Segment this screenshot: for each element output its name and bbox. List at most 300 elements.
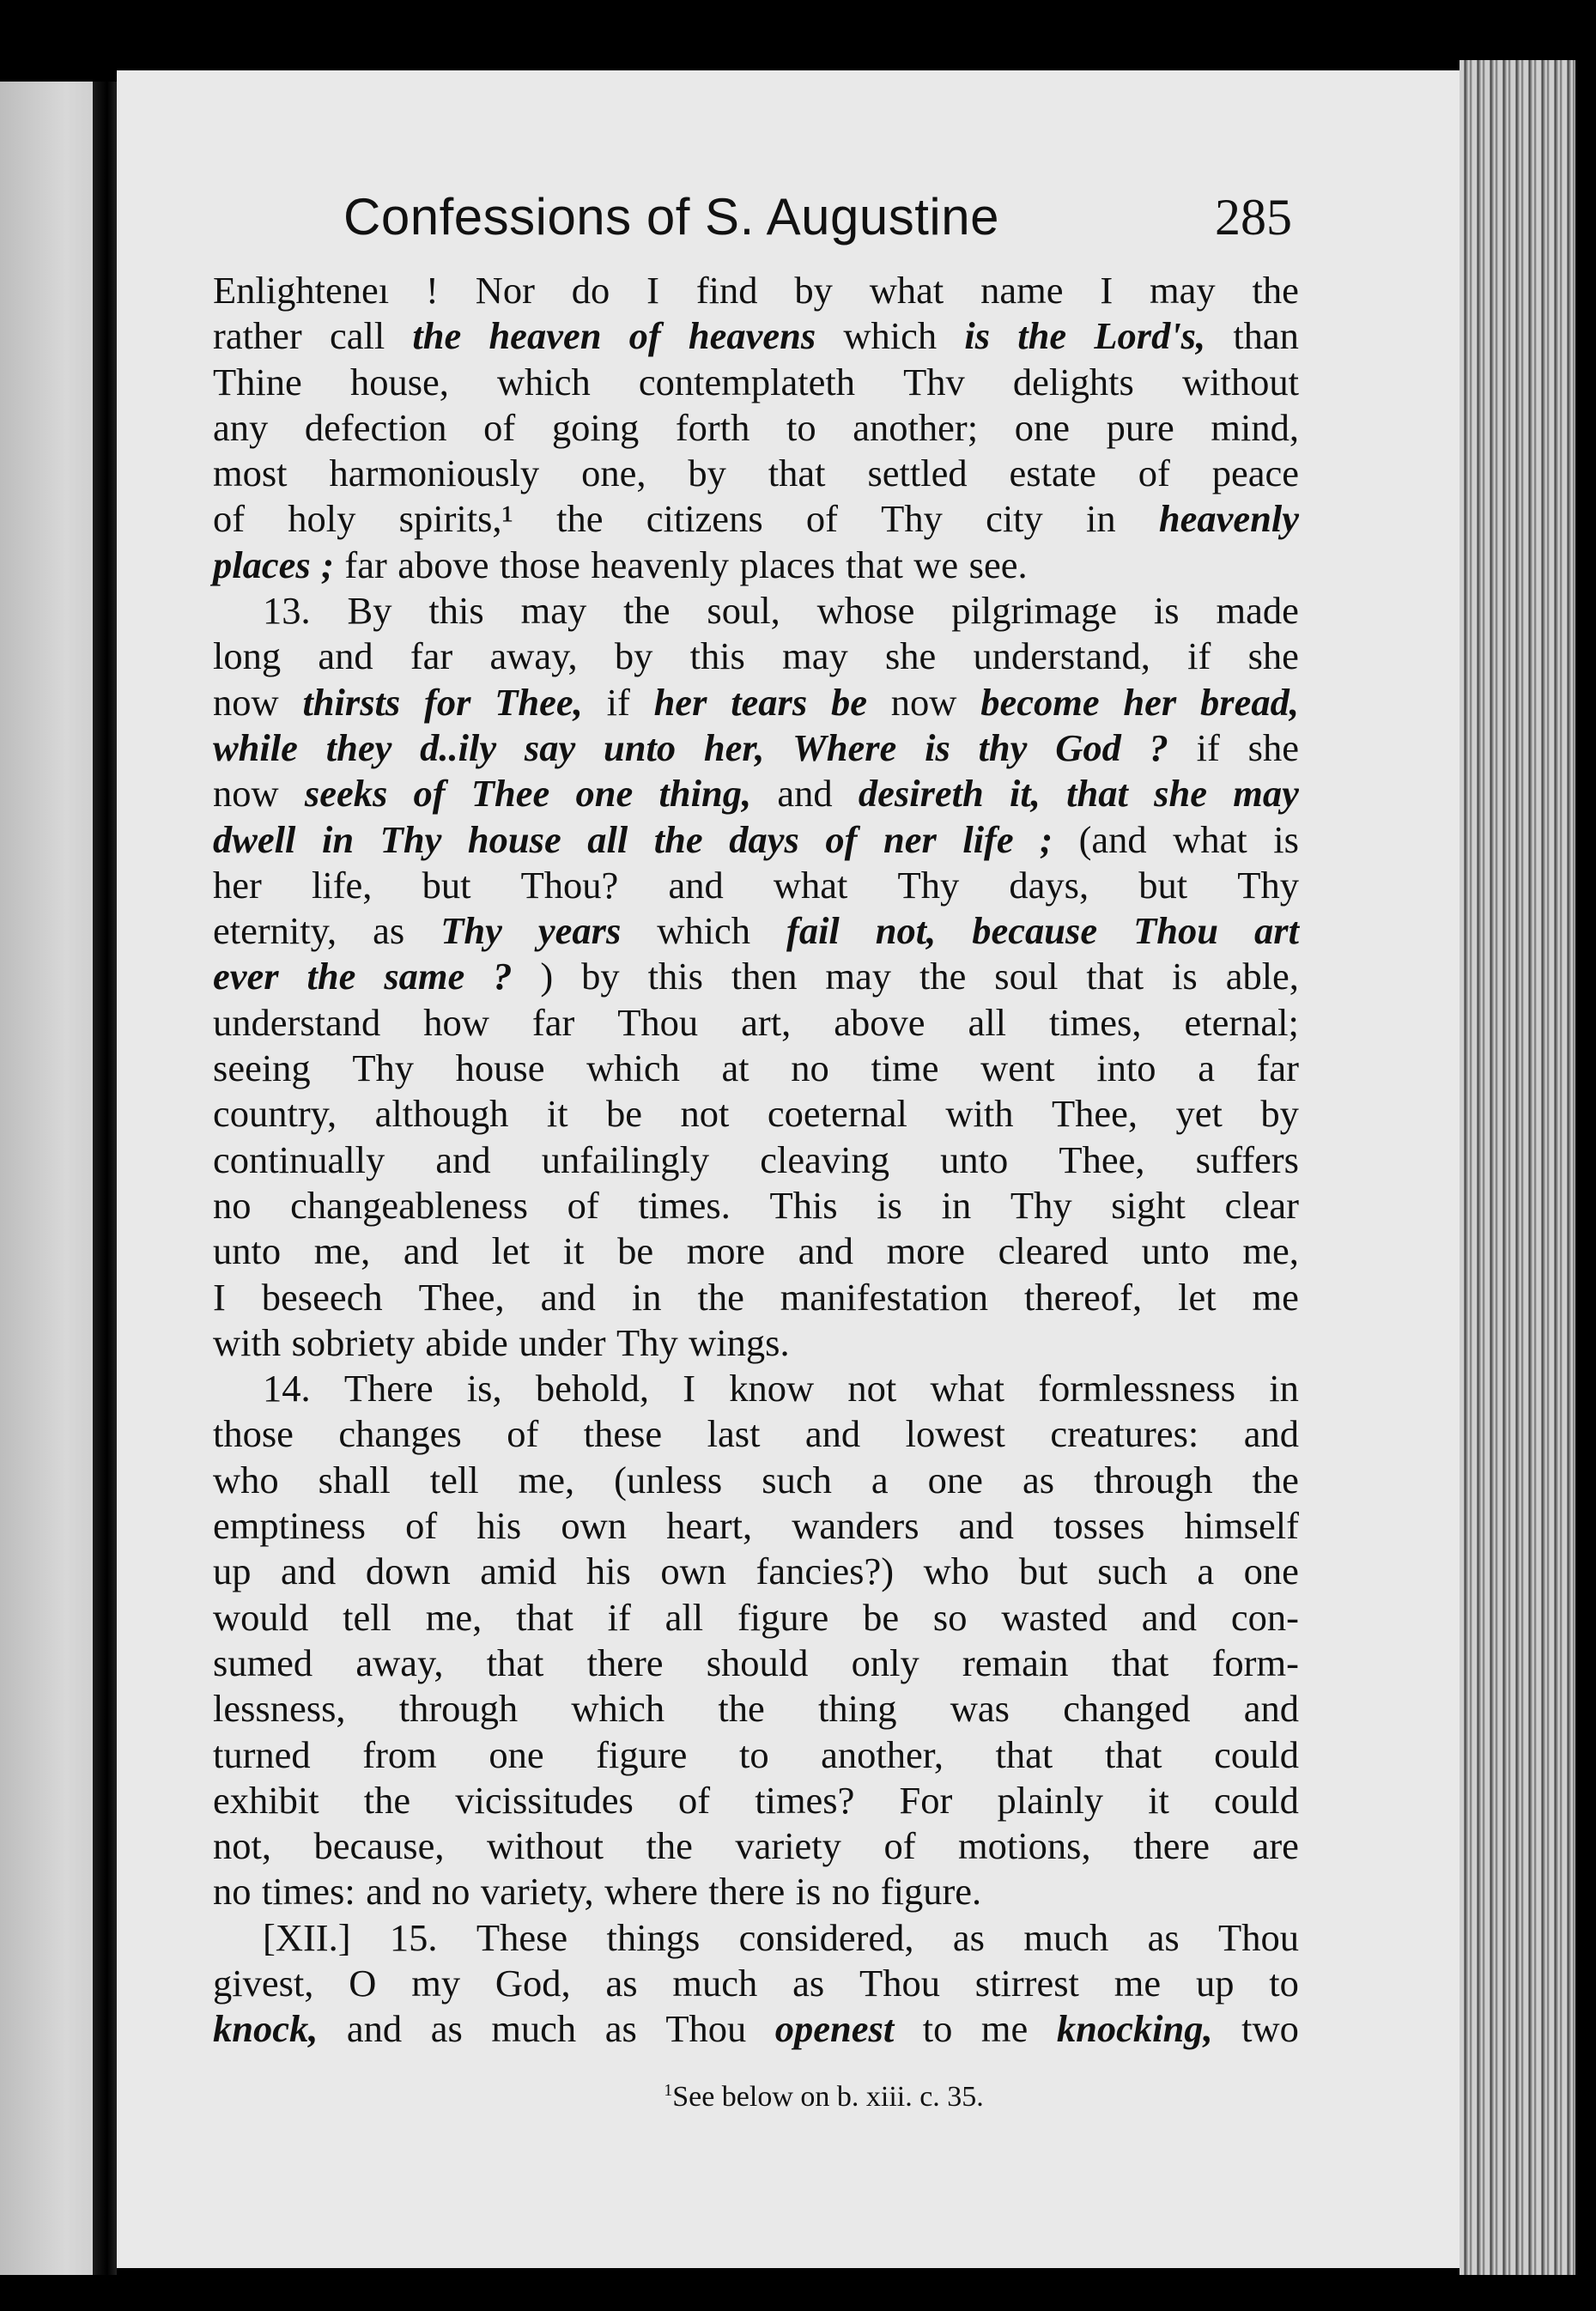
text-line [213, 1411, 1299, 1457]
word: by [1260, 1092, 1299, 1136]
text-line [213, 268, 1299, 313]
word: most [213, 452, 288, 495]
word: thy [978, 725, 1028, 769]
word: of [1138, 452, 1170, 495]
word: up [1195, 1961, 1235, 2005]
word: without [1181, 360, 1299, 403]
word: not, [213, 1824, 271, 1868]
word: same [384, 955, 465, 998]
word: may [782, 634, 848, 678]
word: mind, [1211, 405, 1299, 449]
word: times: [261, 1870, 355, 1914]
word: in [321, 817, 355, 861]
word: through [1094, 1458, 1213, 1501]
word: (unless [614, 1458, 723, 1501]
word: she [1247, 725, 1299, 769]
word: settled [867, 452, 968, 495]
word: life, [311, 863, 373, 907]
word: which [843, 314, 938, 358]
text-line [213, 1503, 1299, 1549]
word: because, [313, 1824, 445, 1868]
word: because [972, 909, 1098, 953]
text-line [213, 588, 1299, 634]
word: citizens [646, 497, 763, 541]
word: another, [821, 1732, 944, 1776]
word: the [306, 955, 356, 998]
word: contemplateth [638, 360, 855, 403]
word: changeableness [290, 1183, 528, 1227]
word: the [1252, 1458, 1299, 1501]
word: me [980, 2007, 1029, 2051]
word: own [561, 1504, 627, 1548]
word: yet [1175, 1092, 1223, 1136]
word: ; [1040, 817, 1053, 861]
text-line [213, 908, 1299, 954]
word: Thee, [1059, 1137, 1145, 1181]
word: do [571, 269, 610, 312]
word: the [556, 497, 604, 541]
word: turned [213, 1732, 311, 1776]
text-line [213, 954, 1299, 999]
word: unto [940, 1137, 1009, 1181]
word: far [1256, 1046, 1299, 1090]
word: at [721, 1046, 749, 1090]
word: then [731, 955, 798, 998]
word: in [1269, 1367, 1299, 1410]
word: to [738, 1732, 769, 1776]
word: vicissitudes [455, 1778, 634, 1822]
word: me [1252, 1275, 1299, 1319]
word: me, [1242, 1229, 1299, 1273]
word: heaven [489, 314, 602, 358]
word: now [213, 772, 279, 816]
word: Thy [897, 863, 960, 907]
word: that [995, 1732, 1053, 1776]
word: these [583, 1412, 663, 1456]
word: ) [540, 955, 554, 998]
word: it, [1010, 772, 1041, 816]
word: be [863, 1595, 900, 1639]
word: are [1252, 1824, 1299, 1868]
word: much [672, 1961, 758, 2005]
word: 14. [263, 1367, 311, 1410]
word: a [1197, 1550, 1215, 1593]
word: places [213, 543, 311, 586]
word: only [851, 1641, 919, 1684]
word: no [213, 1183, 252, 1227]
word: all [664, 1595, 704, 1639]
word: that [768, 452, 826, 495]
word: years [537, 909, 622, 953]
book-gutter [93, 82, 117, 2275]
text-line [213, 1228, 1299, 1274]
word: plainly [997, 1778, 1104, 1822]
word: should [706, 1641, 809, 1684]
word: one [575, 772, 634, 816]
word: whose [816, 589, 915, 633]
word: beseech [261, 1275, 383, 1319]
word: time [871, 1046, 939, 1090]
word: by [614, 634, 653, 678]
word: the [412, 314, 462, 358]
word: all [587, 817, 628, 861]
word: how [423, 1000, 489, 1044]
word: God, [495, 1961, 571, 2005]
word: through [398, 1687, 519, 1731]
word: and [281, 1550, 337, 1593]
word: no [831, 1870, 871, 1914]
word: down [365, 1550, 451, 1593]
text-line [213, 543, 1299, 588]
left-page-edge [0, 82, 94, 2275]
word: form- [1211, 1641, 1299, 1684]
running-head [343, 187, 1292, 247]
word: me [1114, 1961, 1162, 2005]
word: as [604, 2007, 637, 2051]
word: her [213, 863, 262, 907]
word: suffers [1195, 1137, 1299, 1181]
word: heavenly [1158, 497, 1299, 541]
word: a [871, 1458, 889, 1501]
word: shall [318, 1458, 391, 1501]
word: This [769, 1183, 838, 1227]
word: is [1153, 589, 1180, 633]
word: the [1017, 314, 1067, 358]
word: me, [518, 1458, 575, 1501]
text-line [213, 1000, 1299, 1046]
word: she [1154, 772, 1207, 816]
word: (and [1078, 817, 1147, 861]
word: Thou [617, 1000, 699, 1044]
word: far [410, 634, 453, 678]
word: as [952, 1915, 985, 1959]
word: able, [1225, 955, 1299, 998]
word: sight [1111, 1183, 1186, 1227]
word: there [1133, 1824, 1211, 1868]
word: understand [213, 1000, 381, 1044]
word: and [798, 1229, 853, 1273]
word: is, [466, 1367, 502, 1410]
word: above [834, 1000, 925, 1044]
word: Thou [1133, 909, 1219, 953]
word: last [707, 1412, 761, 1456]
word: stirrest [974, 1961, 1079, 2005]
word: as [373, 909, 405, 953]
word: days, [1009, 863, 1089, 907]
word: is [964, 314, 991, 358]
word: Thy [1237, 863, 1299, 907]
word: Thou [1218, 1915, 1299, 1959]
word: may [1233, 772, 1299, 816]
word: as [792, 1961, 825, 2005]
word: times? [755, 1778, 855, 1822]
word: ; [321, 543, 334, 586]
word: what [1173, 817, 1247, 861]
word: but [1018, 1550, 1068, 1593]
word: up [213, 1550, 252, 1593]
word: who [923, 1550, 990, 1593]
word: in [1086, 497, 1116, 541]
word: I [1100, 269, 1114, 312]
word: understand, [973, 634, 1150, 678]
word: These [476, 1915, 568, 1959]
word: fancies?) [756, 1550, 895, 1593]
word: there [586, 1641, 664, 1684]
word: figure [737, 1595, 829, 1639]
word: I [683, 1367, 696, 1410]
word: of [805, 497, 838, 541]
word: peace [1211, 452, 1299, 495]
word: name [980, 269, 1064, 312]
word: be [606, 1092, 643, 1136]
word: figure [596, 1732, 688, 1776]
word: more [686, 1229, 766, 1273]
word: tosses [1053, 1504, 1145, 1548]
word: behold, [535, 1367, 650, 1410]
word: this [689, 634, 745, 678]
word: long [213, 634, 282, 678]
word: manifestation [780, 1275, 989, 1319]
word: as [430, 2007, 463, 2051]
word: tell [429, 1458, 479, 1501]
word: unto [1141, 1229, 1210, 1273]
word: be [617, 1229, 654, 1273]
footnote-text: See below on b. xiii. c. 35. [672, 2081, 984, 2113]
text-line [213, 1046, 1299, 1091]
word: let [491, 1229, 531, 1273]
word: who [213, 1458, 279, 1501]
word: For [899, 1778, 953, 1822]
word: she [1247, 634, 1299, 678]
word: what [869, 269, 944, 312]
word: call [329, 314, 385, 358]
word: ner [883, 817, 937, 861]
word: variety [735, 1824, 841, 1868]
word: what [773, 863, 848, 907]
word: going [551, 405, 640, 449]
word: one, [581, 452, 646, 495]
word: clear [1224, 1183, 1299, 1227]
word: seeks [304, 772, 388, 816]
word: than [1233, 314, 1299, 358]
word: is [795, 1870, 822, 1914]
word: formlessness [1038, 1367, 1236, 1410]
word: which [497, 360, 591, 403]
word: her, [703, 725, 765, 769]
word: openest [774, 2007, 895, 2051]
word: that [846, 543, 903, 586]
word: it [1148, 1778, 1169, 1822]
word: days [729, 817, 799, 861]
word: now [890, 680, 957, 724]
word: made [1216, 589, 1299, 633]
word: wanders [792, 1504, 919, 1548]
word: with [945, 1092, 1014, 1136]
word: thereof, [1023, 1275, 1143, 1319]
word: exhibit [213, 1778, 319, 1822]
word: her [653, 680, 707, 724]
word: con- [1230, 1595, 1299, 1639]
word: God [1055, 725, 1121, 769]
word: desireth [858, 772, 984, 816]
word: spirits,¹ [398, 497, 513, 541]
word: eternity, [213, 909, 337, 953]
word: and [958, 1504, 1014, 1548]
word: abide [425, 1320, 508, 1364]
word: art, [741, 1000, 792, 1044]
word: the [697, 1275, 744, 1319]
word: 13. [263, 589, 311, 633]
word: remain [962, 1641, 1069, 1684]
page-edges-right [1459, 60, 1575, 2275]
text-line [213, 771, 1299, 816]
text-line [213, 1458, 1299, 1503]
text-line [213, 1732, 1299, 1778]
word: forth [675, 405, 750, 449]
word: Thee, [1052, 1092, 1138, 1136]
word: no [431, 1870, 470, 1914]
word: far [531, 1000, 575, 1044]
word: heart, [666, 1504, 753, 1548]
word: changes [338, 1412, 462, 1456]
word: of [413, 772, 446, 816]
footnote-marker: 1 [664, 2081, 673, 2100]
word: of [883, 1824, 916, 1868]
text-line [213, 725, 1299, 771]
word: to [922, 2007, 953, 2051]
word: which [586, 1046, 680, 1090]
word: ? [1149, 725, 1168, 769]
word: the [646, 1824, 693, 1868]
word: places [739, 543, 835, 586]
word: if [607, 1595, 631, 1639]
word: by [688, 452, 726, 495]
word: those [499, 543, 580, 586]
word: his [476, 1504, 522, 1548]
text-line [213, 451, 1299, 496]
word: and [540, 1275, 596, 1319]
word: and [403, 1229, 459, 1273]
text-line [213, 2006, 1299, 2052]
word: to [1269, 1961, 1299, 2005]
word: much [1023, 1915, 1109, 1959]
word: and [777, 772, 833, 816]
word: in [631, 1275, 662, 1319]
word: changed [1063, 1687, 1191, 1731]
word: house [467, 817, 561, 861]
word: away, [355, 1641, 444, 1684]
word: was [950, 1687, 1010, 1731]
word: country, [213, 1092, 337, 1136]
word: the [653, 817, 703, 861]
word: amid [480, 1550, 557, 1593]
word: of [628, 314, 661, 358]
word: so [932, 1595, 968, 1639]
word: while [213, 725, 298, 769]
word: they [325, 725, 392, 769]
word: in [941, 1183, 972, 1227]
word: say [524, 725, 576, 769]
text-line [213, 1549, 1299, 1594]
word: from [362, 1732, 437, 1776]
word: any [213, 405, 269, 449]
text-line [213, 817, 1299, 863]
word: of [405, 1504, 438, 1548]
text-line [213, 1778, 1299, 1823]
word: thing [818, 1687, 897, 1731]
word: Thy [352, 1046, 415, 1090]
word: me, [425, 1595, 482, 1639]
word: my [411, 1961, 461, 2005]
word: of [567, 1183, 599, 1227]
word: and [668, 863, 724, 907]
word: Thy [1010, 1183, 1072, 1227]
word: and [435, 1137, 491, 1181]
word: Nor [475, 269, 535, 312]
word: one [489, 1732, 544, 1776]
word: rather [213, 314, 302, 358]
word: his [586, 1550, 631, 1593]
word: under [519, 1320, 606, 1364]
word: soul, [707, 589, 780, 633]
text-line [213, 680, 1299, 725]
word: we [913, 543, 959, 586]
word: far [344, 543, 387, 586]
word: Thou [859, 1961, 940, 2005]
word: seeing [213, 1046, 311, 1090]
word: the [363, 1778, 411, 1822]
text-line [213, 1641, 1299, 1686]
word: to [786, 405, 816, 449]
word: where [604, 1870, 698, 1914]
text-line [213, 1137, 1299, 1183]
word: holy [288, 497, 356, 541]
word: tears [731, 680, 808, 724]
word: I [213, 1275, 226, 1319]
word: another; [853, 405, 979, 449]
word: and [366, 1870, 422, 1914]
word: not [847, 1367, 897, 1410]
word: one [1243, 1550, 1299, 1593]
word: without [486, 1824, 604, 1868]
text-line [213, 1686, 1299, 1732]
word: that [1104, 1732, 1162, 1776]
text-line [213, 1915, 1299, 1961]
word: and [318, 634, 373, 678]
word: this [647, 955, 703, 998]
page-number: 285 [1215, 189, 1292, 246]
word: not [680, 1092, 730, 1136]
word: and [346, 2007, 403, 2051]
text-line [213, 360, 1299, 405]
word: thirsts [302, 680, 401, 724]
word: although [374, 1092, 509, 1136]
word: with [213, 1320, 282, 1364]
word: estate [1009, 452, 1096, 495]
word: the [623, 589, 671, 633]
word: the [919, 955, 967, 998]
word: now [213, 680, 279, 724]
word: Thee, [495, 680, 583, 724]
word: tell [343, 1595, 391, 1639]
word: much [491, 2007, 577, 2051]
word: may [825, 955, 892, 998]
word: of [507, 1412, 539, 1456]
word: ! [426, 269, 439, 312]
word: into [1096, 1046, 1156, 1090]
word: thing, [658, 772, 752, 816]
text-line [213, 496, 1299, 542]
